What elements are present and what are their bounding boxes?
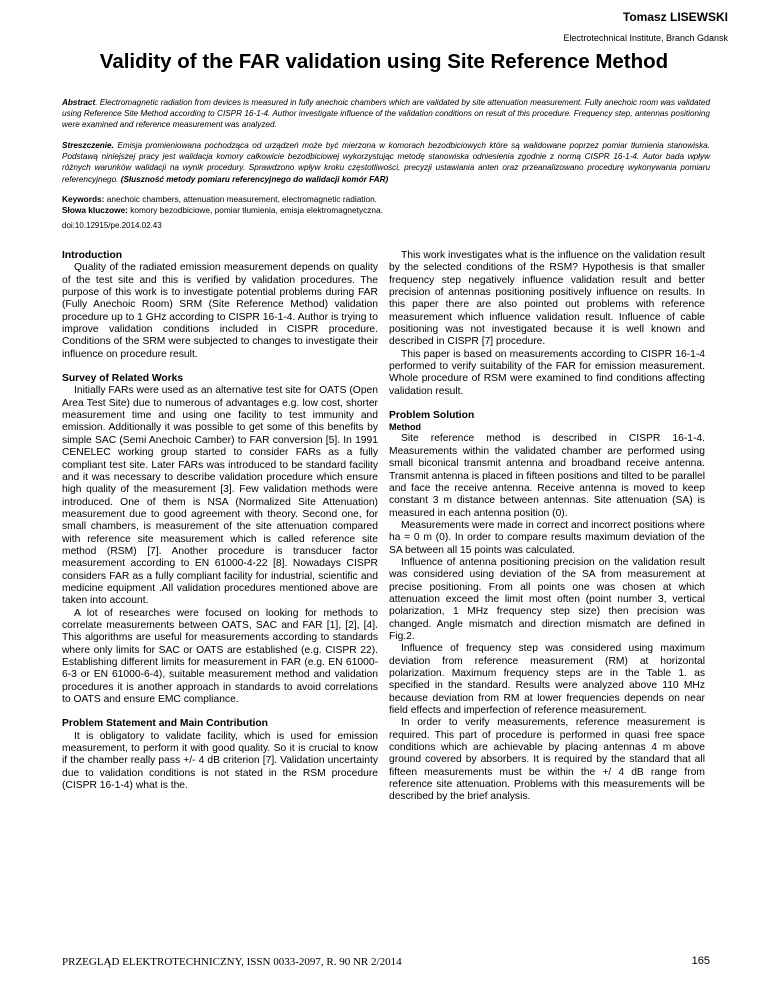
abstract-text: . Electromagnetic radiation from devices is measured in fully anechoic chambers which are validated by site attenuation measurement. Fully anechoic room was validated using Reference Site Method according to CISPR 16-1-4. Author investigate influence of the validation conditions on result of this procedure. Frequency step, antennas positioning were examined and reference measurement was analyzed.: [62, 98, 710, 130]
paper-title: Validity of the FAR validation using Site Reference Method: [99, 50, 669, 73]
streszczenie-title-pl: (Słuszność metody pomiaru referencyjnego do walidacji komór FAR): [120, 174, 389, 184]
journal-footer: PRZEGLĄD ELEKTROTECHNICZNY, ISSN 0033-2097, R. 90 NR 2/2014: [62, 956, 402, 968]
heading-problem-statement: Problem Statement and Main Contribution: [62, 718, 268, 730]
heading-problem-solution: Problem Solution: [389, 410, 475, 422]
doi: doi:10.12915/pe.2014.02.43: [62, 221, 162, 230]
keywords: [62, 194, 712, 205]
streszczenie: [62, 140, 710, 185]
keywords-label: Keywords:: [62, 194, 105, 204]
right-intro-paragraph-2: This paper is based on measurements according to CISPR 16-1-4 performed to verify suitability of the FAR for emission measurement. Whole procedure of RSM were examined to find conditions affecting validation result.: [389, 348, 705, 397]
streszczenie-label: Streszczenie.: [62, 141, 114, 150]
author-affiliation: Electrotechnical Institute, Branch Gdansk: [563, 33, 728, 43]
page-number: 165: [691, 955, 710, 967]
abstract: [62, 97, 710, 131]
survey-paragraph-2: A lot of researches were focused on looking for methods to correlate measurements between OATS, SAC and FAR [1], [2], [4]. This algorithms are useful for measurements according to standards where only limits for SAC or OATS are established (e.g. CISPR 22). Establishing different limits for measurement in FAR (e.g. EN 61000-6-3 or EN 61000-6-4), suitable measurement method and validation procedures it is another approach in standards to avoid correlations to OATS and ensure EMC compliance.: [62, 607, 378, 706]
streszczenie-text: Emisja promieniowana pochodząca od urządzeń może być mierzona w komorach bezodbiciowych które są walidowane poprzez pomiar tłumienia stanowiska. Podstawą niniejszej pracy jest walidacja komory całkowicie bezodbiciowej wykorzystując metodę stanowiska odniesienia zgodnie z normą CISPR 16-1-4. Autor bada wpływ różnych warunków walidacji na wynik procedury. Sprawdzono wpływ kroku częstotliwości, precyzji ustawiania anten oraz przeanalizowano procedurę wykonywania pomiaru referencyjnego.: [62, 141, 710, 184]
problem-paragraph: It is obligatory to validate facility, which is used for emission measurement, to perform it with good quality. So it is crucial to know if the chamber really pass +/- 4 dB criterion [7]. Validation uncertainty due to validation conditions is not stated in the RSM procedure (CISPR 16-1-4) what is the.: [62, 730, 378, 792]
keywords-text: anechoic chambers, attenuation measurement, electromagnetic radiation.: [104, 194, 377, 204]
introduction-paragraph: Quality of the radiated emission measurement depends on quality of the test site and this is verified by validation procedures. The purpose of this work is to investigate potential problems during FAR (Fully Anechoic Room) SRM (Site Reference Method) validation procedure up to 1 GHz according to CISPR 16-1-4. Author is trying to improve validation conditions included in CISPR procedure. Conditions of the SRM were subjected to changes to investigate their influence on procedure result.: [62, 262, 378, 360]
subheading-method: Method: [389, 422, 421, 433]
left-column: [62, 250, 378, 792]
method-paragraph-3: Influence of antenna positioning precision on the validation result was considered using deviation of the SA from measurement at precise positioning. From all points one was chosen at which attenuation exceed the limit most often (point number 3, vertical polarization, 1 MHz frequency step size) then precision was changed. Angle mismatch and direction mismatch are defined in Fig.2.: [389, 556, 705, 642]
method-paragraph-1: Site reference method is described in CISPR 16-1-4. Measurements within the validated chamber are performed using small biconical transmit antenna and broadband receive antenna. Transmit antenna is placed in fifteen positions and tilted to be parallel and face the receive antenna. Receive antenna is moved to keep constant 3 m distance between antennas. Site attenuation (SA) is measured in each antenna position (0).: [389, 433, 705, 519]
author-name: Tomasz LISEWSKI: [622, 10, 728, 24]
abstract-label: Abstract: [62, 98, 96, 107]
method-paragraph-2: Measurements were made in correct and incorrect positions where ha = 0 m (0). In order to compare results maximum deviation of the SA between all 15 points was calculated.: [389, 519, 705, 556]
right-intro-paragraph-1: This work investigates what is the influence on the validation result by the selected conditions of the RSM? Hypothesis is that smaller frequency step negatively influence validation result and better precision of antennas positioning positively influence on results. In this paper there are also pointed out problems with reference measurement which influence validation result. Influence of cable positioning was not investigated because it is well known and described in CISPR [7] procedure.: [389, 250, 705, 348]
slowa-kluczowe-label: Słowa kluczowe:: [62, 205, 128, 215]
heading-introduction: Introduction: [62, 250, 123, 261]
method-paragraph-5: In order to verify measurements, reference measurement is required. This part of procedure is performed in quasi free space conditions which are achievable by placing antennas 4 m above ground covered by absorbers. It is required by the standard that all fifteen measurements must be within the +/ 4 dB range from reference site attenuation. Problems with this measurements will be described by the brief analysis.: [389, 717, 705, 803]
heading-survey: Survey of Related Works: [62, 373, 184, 385]
slowa-kluczowe: [62, 205, 712, 216]
right-column: [389, 250, 705, 804]
survey-paragraph-1: Initially FARs were used as an alternative test site for OATS (Open Area Test Site) due to numerous of advantages e.g. low cost, shorter measurement time and using one facility to test immunity and emission. Additionally it was possible to get some of this benefits by simple SAC (Semi Anechoic Camber) to FAR conversion [5]. In 1991 CENELEC working group started to consider FARs as a fully compliant test site. Later FARs was introduced to be standard facility and it was necessary to describe validation procedure which ensure high quality of the measurement [3]. Few validation methods were introduced. One of them is NSA (Normalized Site Attenuation) measurement due to good agreement with theory. Second one, for small chambers, is measurement of the site attenuation compared with reference site measurement which is called reference site method (RSM) [7]. Another procedure is transducer factor measurement according to EN 61000-4-22 [8]. Nowadays CISPR considers FAR as a fully compliant facility for industrial, scientific and medicine equipment .All validation procedures mentioned above are taken into account.: [62, 385, 378, 607]
slowa-kluczowe-text: komory bezodbiciowe, pomiar tłumienia, emisja elektromagnetyczna.: [127, 205, 383, 215]
method-paragraph-4: Influence of frequency step was considered using maximum deviation from reference measurement (RM) at horizontal polarization. Maximum frequency steps are in the Table 1. as specified in the standard. Results were analyzed above 110 MHz because deviation from RM at lower frequencies depends on near field effects and imperfection of reference measurement.: [389, 643, 705, 717]
